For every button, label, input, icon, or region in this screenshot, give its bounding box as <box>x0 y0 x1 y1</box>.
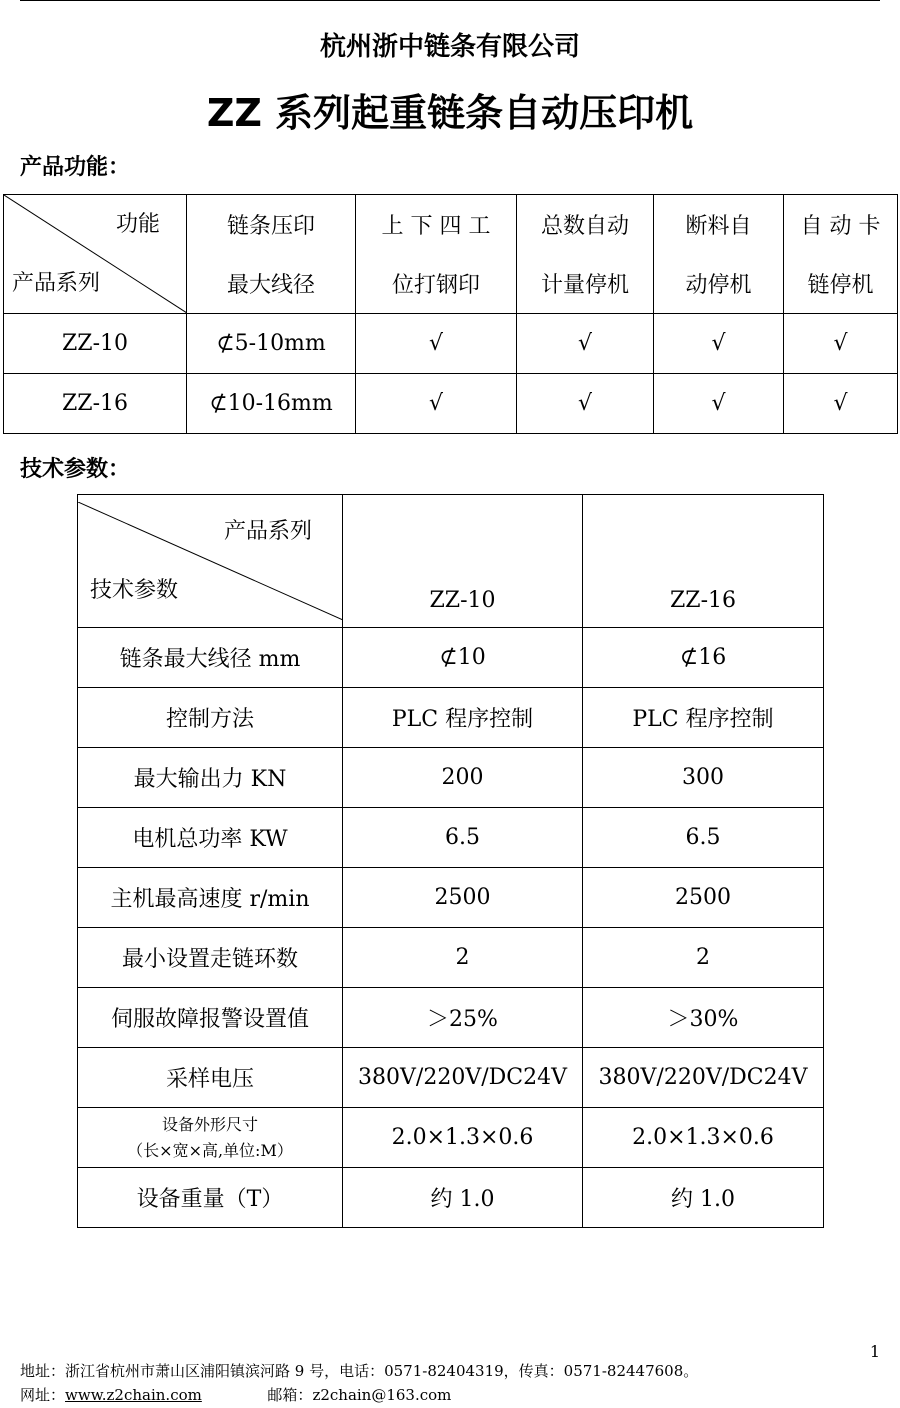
table-row: 控制方法 PLC 程序控制 PLC 程序控制 <box>78 688 824 748</box>
function-header-row <box>4 195 898 314</box>
company-name: 杭州浙中链条有限公司 <box>319 32 580 62</box>
table-row: 采样电压 380V/220V/DC24V 380V/220V/DC24V <box>78 1048 824 1108</box>
table-row: 设备重量（T） 约 1.0 约 1.0 <box>78 1168 824 1228</box>
tech-table <box>77 494 824 1228</box>
table-row: 设备外形尺寸 （长×宽×高,单位:M） 2.0×1.3×0.6 2.0×1.3×0.6 <box>78 1108 824 1168</box>
table-row: 链条最大线径 mm ⊄10 ⊄16 <box>78 628 824 688</box>
top-rule <box>20 0 880 1</box>
function-corner-cell <box>4 195 187 314</box>
function-header-3: 总数自动 计量停机 <box>517 195 654 314</box>
section-heading-tech: 技术参数： <box>20 457 131 482</box>
website-link[interactable]: www.z2chain.com <box>65 1386 202 1404</box>
email-address: z2chain@163.com <box>312 1386 452 1404</box>
table-row: ZZ-16 ⊄10-16mm √ √ √ √ <box>4 374 898 434</box>
table-row: 电机总功率 KW 6.5 6.5 <box>78 808 824 868</box>
function-header-4: 断料自 动停机 <box>654 195 784 314</box>
footer-address: 地址：浙江省杭州市萧山区浦阳镇滨河路 9 号，电话：0571-82404319，传真：0571-82447608。 <box>20 1362 699 1380</box>
table-row: 主机最高速度 r/min 2500 2500 <box>78 868 824 928</box>
page-number: 1 <box>869 1342 880 1361</box>
table-row: 伺服故障报警设置值 ＞25% ＞30% <box>78 988 824 1048</box>
table-row: 最大输出力 KN 200 300 <box>78 748 824 808</box>
function-header-2: 上 下 四 工 位打钢印 <box>356 195 517 314</box>
corner-bottom-label: 产品系列 <box>12 271 101 296</box>
document-title: ZZ 系列起重链条自动压印机 <box>206 91 694 135</box>
corner-top-label: 产品系列 <box>223 519 312 544</box>
corner-bottom-label: 技术参数 <box>90 578 179 603</box>
table-row: ZZ-10 ⊄5-10mm √ √ √ √ <box>4 314 898 374</box>
tech-corner-cell <box>78 495 343 628</box>
tech-header-row <box>78 495 824 628</box>
model-header-1: ZZ-10 <box>343 495 583 628</box>
model-header-2: ZZ-16 <box>583 495 824 628</box>
function-header-1: 链条压印 最大线径 <box>187 195 356 314</box>
section-heading-function: 产品功能： <box>20 155 131 180</box>
table-row: 最小设置走链环数 2 2 <box>78 928 824 988</box>
footer-contact: 网址：www.z2chain.com 邮箱：z2chain@163.com <box>20 1386 452 1404</box>
function-table <box>3 194 898 434</box>
corner-top-label: 功能 <box>115 212 160 237</box>
function-header-5: 自 动 卡 链停机 <box>784 195 898 314</box>
